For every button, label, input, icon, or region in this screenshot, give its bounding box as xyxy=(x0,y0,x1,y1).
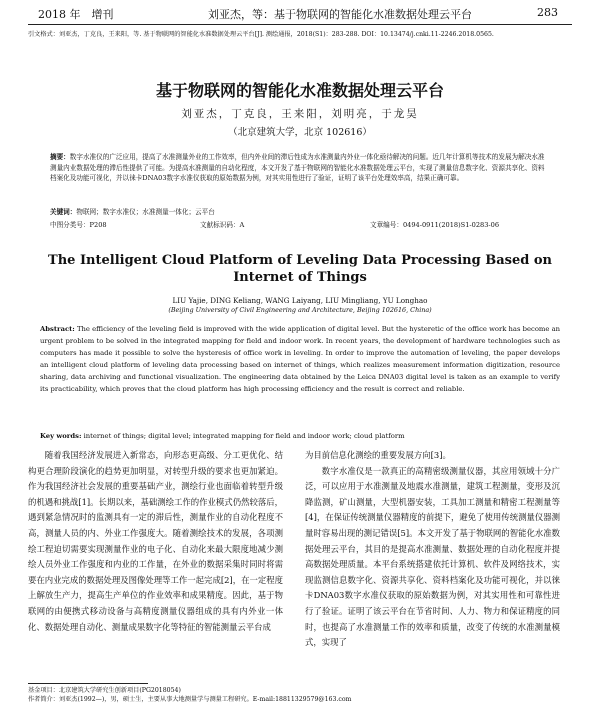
title-english: The Intelligent Cloud Platform of Leveling Data Processing Based on Internet of Things xyxy=(48,253,552,285)
clc-number: 中图分类号：P208 xyxy=(50,221,107,229)
footnotes xyxy=(28,686,572,704)
authors-chinese: 刘亚杰，丁克良，王来阳，刘明亮，于龙昊 xyxy=(181,108,419,120)
article-number: 文章编号：0494-0911(2018)S1-0283-06 xyxy=(370,221,500,229)
header-running-title: 刘亚杰，等：基于物联网的智能化水准数据处理云平台 xyxy=(208,8,472,21)
authors-english: LIU Yajie, DING Keliang, WANG Laiyang, LIU Mingliang, YU Longhao xyxy=(172,296,428,305)
keywords-chinese xyxy=(50,206,550,216)
abstract-chinese xyxy=(50,152,550,184)
abstract-chinese-label: 摘要： xyxy=(50,153,70,161)
affiliation-english: (Beijing University of Civil Engineering and Architecture, Beijing 102616, China) xyxy=(168,306,432,314)
footnote-rule xyxy=(28,683,148,684)
body-column-right xyxy=(305,448,560,651)
document-code: 文献标识码：A xyxy=(200,221,245,229)
keywords-chinese-text: 物联网；数字水准仪；水准测量一体化；云平台 xyxy=(76,208,215,216)
abstract-english xyxy=(40,323,560,396)
abstract-chinese-text: 数字水准仪的广泛应用，提高了水准测量外业的工作效率，但内外业间的滞后性成为水准测量内外业一体化亟待解决的问题。近几年计算机等技术的发展为解决水准测量内业数据处理的滞后性提供了可能。为提高水准测量的自动化程度，本文开发了基于物联网的智能化水准数据处理云平台，实现了测量信息数字化、资源共享化、资料档案化及功能可视化，并以徕卡DNA03数字水准仪获取的原始数据为例，对其实用性进行了验证，证明了该平台处理效率高，结果正确可靠。 xyxy=(50,153,545,183)
keywords-english-text: internet of things; digital level; integrated mapping for field and indoor work; cloud platform xyxy=(83,432,405,440)
running-header xyxy=(28,6,572,22)
footnote-author-bio: 作者简介：刘亚杰(1992—)，男，硕士生，主要从事大地测量学与测量工程研究。E-mail:18811329579@163.com xyxy=(28,696,352,703)
footnote-funding: 基金项目：北京建筑大学研究生创新项目(PG2018054) xyxy=(28,687,181,694)
header-page-number: 283 xyxy=(537,6,558,19)
keywords-chinese-label: 关键词： xyxy=(50,208,77,216)
header-year: 2018 年 增刊 xyxy=(38,8,114,21)
abstract-english-text: The efficiency of the leveling field is improved with the wide application of digital level. But the hysteretic of the office work has become an urgent problem to be solved in the integrated mapping for field and indoor work. In recent years, the development of hardware technologies such as computers has made it possible to solve the hysteresis of office work in leveling. In order to improve the automation of leveling, the paper develops an intelligent cloud platform of leveling data processing based on internet of things, which realizes measurement information digitization, resource sharing, data archiving and functional visualization. The engineering data obtained by the Leica DNA03 digital level is taken as an example to verify its practicability, which proves that the cloud platform has high processing efficiency and the result is correct and reliable. xyxy=(40,325,560,394)
title-chinese: 基于物联网的智能化水准数据处理云平台 xyxy=(155,81,444,100)
body-paragraph: 随着我国经济发展进入新常态，向形态更高级、分工更优化、结构更合理阶段演化的趋势更加明显，对转型升级的要求也更加紧迫。作为我国经济社会发展的重要基础产业，测绘行业也面临着转型升级的机遇和挑战[1]。长期以来，基础测绘工作的作业模式仍然较落后，遇到紧急情况时的监测具有一定的滞后性，测量作业的自动化程度不高，测量人员的内、外业工作强度大。随着测绘技术的发展，各项测绘工程迫切需要实现测量作业的电子化、自动化来最大限度地减少测绘人员外业工作强度和内业的工作量，在外业的数据采集时同时将需要在内业完成的数据处理及图像处理等工作一起完成[2]，在一定程度上解放生产力，提高生产单位的作业效率和成果精度。因此，基于物联网的由便携式移动设备与高精度测量仪器组成的具有内外业一体化、数据处理自动化、测量成果数字化等特征的智能测量云平台成 xyxy=(28,450,283,632)
header-rule xyxy=(28,24,572,25)
citation-format: 引文格式：刘亚杰，丁克良，王来阳，等. 基于物联网的智能化水准数据处理云平台[J]. 测绘通报，2018(S1)：283-288. DOI：10.13474/j.cnki.11-2246.2018.0565. xyxy=(28,31,494,38)
body-paragraph: 数字水准仪是一款真正的高精密级测量仪器，其应用领域十分广泛，可以应用于水准测量及地震水准测量，建筑工程测量，变形及沉降监测，矿山测量，大型机器安装，工具加工测量和精密工程测量等[4]，在保证传统测量仪器精度的前提下，避免了使用传统测量仪器测量时容易出现的测记错误[5]。本文开发了基于物联网的智能化水准数据处理云平台，其目的是提高水准测量、数据处理的自动化程度并提高数据处理质量。本平台系统搭建依托计算机、软件及网络技术，实现监测信息数字化、资源共享化、资料档案化及功能可视化，并以徕卡DNA03数字水准仪获取的原始数据为例，对其实用性和可靠性进行了验证。证明了该云平台在节省时间、人力、物力和保证精度的同时，也提高了水准测量工作的效率和质量，改变了传统的水准测量模式，实现了 xyxy=(305,465,560,648)
classification-meta xyxy=(50,219,550,229)
keywords-english xyxy=(40,432,560,440)
body-column-left xyxy=(28,448,283,635)
keywords-english-label: Key words: xyxy=(40,432,82,440)
body-paragraph: 为目前信息化测绘的重要发展方向[3]。 xyxy=(305,450,451,460)
affiliation-chinese: （北京建筑大学，北京 102616） xyxy=(228,127,372,138)
abstract-english-label: Abstract: xyxy=(40,325,75,333)
